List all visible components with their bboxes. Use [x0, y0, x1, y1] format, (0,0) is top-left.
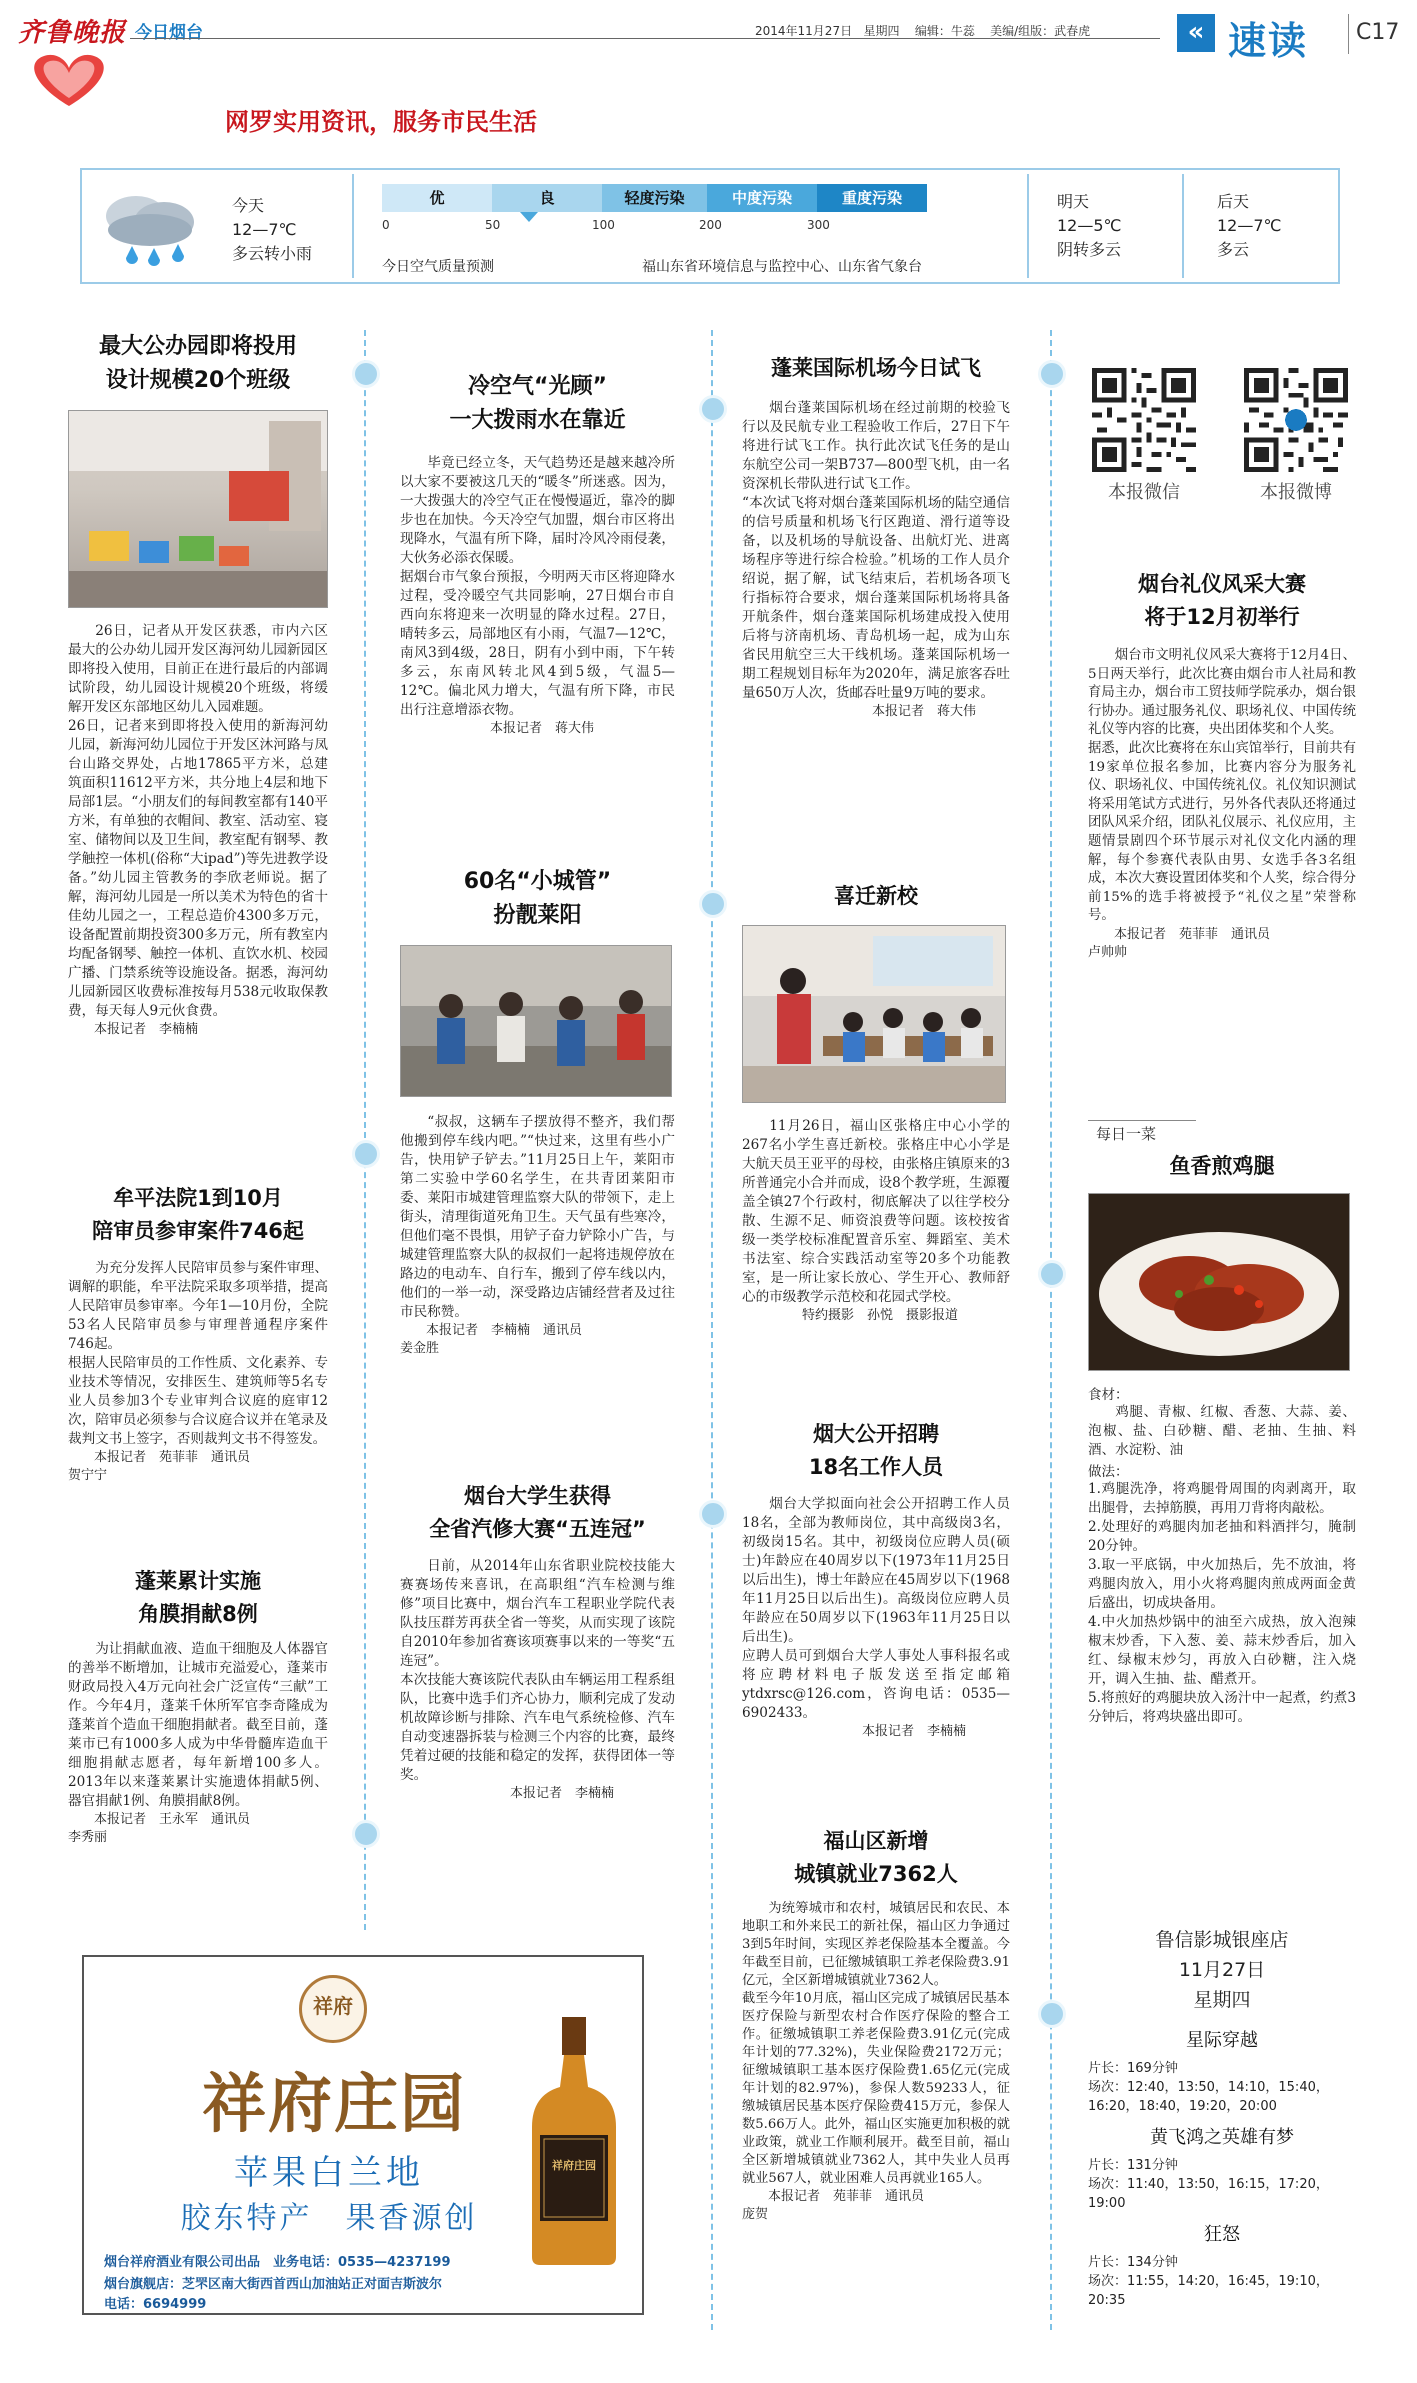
article-body: 11月26日，福山区张格庄中心小学的267名小学生喜迁新校。张格庄中心小学是大航天员王亚平的母校，由张格庄镇原来的3所普通完小合并而成，设8个教学班，生源覆盖全镇27个行政村，彻底解决了以往学校分散、生源不足、师资浪费等问题。该校按省级一类学校标准配置音乐室、舞蹈室、美术书法室、综合实践活动室等20多个功能教室，是一所让家长放心、学生开心、教师舒心的市级教学示范校和花园式学校。: [742, 1117, 1010, 1305]
weather-bar: [80, 168, 1340, 284]
aq-tick-200: 200: [699, 218, 722, 232]
headline-line1: 最大公办园即将投用: [98, 334, 297, 359]
aq-forecast-label: 今日空气质量预测: [382, 259, 494, 275]
editor: 编辑：牛蕊: [914, 24, 975, 38]
air-quality-scale: [382, 184, 982, 244]
recipe-title: 鱼香煎鸡腿: [1169, 1154, 1275, 1178]
aq-level-light: 轻度污染: [602, 184, 707, 212]
article-body: 为充分发挥人民陪审员参与案件审理、调解的职能，牟平法院采取多项举措，提高人民陪审员参审率。今年1—10月份，全院53名人民陪审员参与审理普通程序案件746起。 根据人民陪审员的工作性质、文化素养、专业技术等情况，安排医生、建筑师等5名专业人员参加3个专业审判合议庭的庭审12次，陪审员必须参与合议庭合议并在笔录及裁判文书上签字，否则裁判文书不得签发。: [68, 1260, 328, 1448]
headline-line1: 牟平法院1到10月: [113, 1186, 283, 1210]
column-dot: [352, 1140, 380, 1168]
article-body: 为让捐献血液、造血干细胞及人体器官的善举不断增加，让城市充溢爱心，蓬莱市财政局投入4万元向社会广泛宣传“三献”工作。今年4月，蓬莱千休所军官李奇隆成为蓬莱首个造血干细胞捐献者。截至目前，蓬莱市已有1000多人成为中华骨髓库造血干细胞捐献志愿者，每年新增100多人。2013年以来蓬莱累计实施遗体捐献5例、器官捐献1例、角膜捐献8例。: [68, 1641, 328, 1810]
column-dot: [352, 360, 380, 388]
tomorrow-temp: 12—5℃: [1057, 216, 1122, 235]
article-school: [742, 880, 1010, 1325]
brand-seal: [299, 1975, 367, 2043]
aq-level-good: 良: [492, 184, 602, 212]
aq-tick-300: 300: [807, 218, 830, 232]
recipe-tag: 每日一菜: [1088, 1120, 1196, 1144]
bottle: [524, 2017, 624, 2267]
column-dot: [1038, 360, 1066, 388]
article-title: [68, 1182, 328, 1247]
movie-times: 场次：12:40，13:50，14:10，15:40，16:20，18:40，19:20，20:00: [1088, 2079, 1329, 2114]
byline: 本报记者 李楠楠: [510, 1786, 615, 1802]
headline-line1: 烟台大学生获得: [464, 1484, 611, 1508]
today-desc: 多云转小雨: [232, 244, 313, 263]
aq-level-heavy: 重度污染: [817, 184, 927, 212]
byline: 本报记者 李楠楠: [94, 1022, 199, 1038]
aq-tick-100: 100: [592, 218, 615, 232]
article-title: [1088, 568, 1356, 633]
today-label: 今天: [232, 196, 265, 215]
movie-length: 片长：134分钟: [1088, 2254, 1178, 2270]
cinema-date: 11月27日: [1178, 1959, 1266, 1981]
aq-source: 福山东省环境信息与监控中心、山东省气象台: [642, 259, 922, 275]
street-cleaning-photo: [400, 945, 672, 1097]
movie-times: 场次：11:40，13:50，16:15，17:20，19:00: [1088, 2176, 1329, 2211]
column-dot: [1038, 2000, 1066, 2028]
column-dot: [699, 890, 727, 918]
column-dot: [699, 395, 727, 423]
column-title: 速读: [1228, 19, 1309, 63]
article-fushan: [742, 1825, 1010, 2224]
masthead: [0, 0, 1417, 136]
qr-code-icon: [1092, 368, 1196, 472]
today-temp: 12—7℃: [232, 220, 297, 239]
qr-weibo[interactable]: [1240, 368, 1352, 504]
article-etiquette: [1088, 568, 1356, 962]
qr-label: 本报微博: [1260, 482, 1332, 503]
article-park: [68, 330, 328, 1039]
byline: 本报记者 王永军 通讯员 李秀丽: [68, 1812, 251, 1846]
weather-divider: [352, 174, 354, 278]
column-dot: [699, 1500, 727, 1528]
article-cold: [400, 370, 675, 738]
classroom-photo: [742, 925, 1006, 1103]
issue-date: 2014年11月27日: [755, 24, 853, 38]
brandy-ad[interactable]: [82, 1955, 644, 2315]
article-body: 烟台市文明礼仪风采大赛将于12月4日、5日两天举行，此次比赛由烟台市人社局和教育局主办，烟台市工贸技师学院承办，烟台银行协办。通过服务礼仪、职场礼仪、中国传统礼仪等内容的比赛，央出团体奖和个人奖。 据悉，此次比赛将在东山宾馆举行，目前共有19家单位报名参加，比赛内容分为服务礼仪、职场礼仪、中国传统礼仪。礼仪知识测试将采用笔试方式进行，另外各代表队还将通过团队风采介绍，团队礼仪展示、礼仪应用，主题情景剧四个环节展示对礼仪文化内涵的理解，每个参赛代表队由男、女选手各3名组成，本次大赛设置团体奖和个人奖，综合得分前15%的选手将被授予“礼仪之星”荣誉称号。: [1088, 648, 1356, 924]
after-temp: 12—7℃: [1217, 216, 1282, 235]
headline-line1: 蓬莱累计实施: [135, 1569, 261, 1593]
article-title: [400, 1480, 675, 1545]
after-label: 后天: [1217, 192, 1250, 211]
article-body: 日前，从2014年山东省职业院校技能大赛赛场传来喜讯，在高职组“汽车检测与维修”项目比赛中，烟台汽车工程职业学院代表队技压群芳再获全省一等奖，从而实现了该院自2010年参加省赛该项赛事以来的一等奖“五连冠”。 本次技能大赛该院代表队由车辆运用工程系组队，比赛中选手们齐心协力，顺利完成了发动机故障诊断与排除、汽车电气系统检修、汽车自动变速器拆装与检测三个内容的比赛，最终凭着过硬的技能和稳定的发挥，获得团体一等奖。: [400, 1558, 675, 1784]
byline: 本报记者 苑菲菲 通讯员 卢帅帅: [1088, 927, 1271, 960]
cinema-listing: [1088, 1925, 1356, 2310]
headline-line2: 角膜捐献8例: [138, 1601, 258, 1626]
brand-seal-text: 祥府: [313, 1994, 353, 2018]
movie-item: [1088, 2027, 1356, 2116]
qr-wechat[interactable]: [1088, 368, 1200, 504]
weather-divider: [1182, 174, 1184, 278]
aq-tick-50: 50: [485, 218, 501, 232]
column-divider: [1348, 14, 1349, 54]
issue-weekday: 星期四: [863, 24, 900, 38]
ingredients: 鸡腿、青椒、红椒、香葱、大蒜、姜、泡椒、盐、白砂糖、醋、老抽、生抽、料酒、水淀粉、油: [1088, 1403, 1356, 1458]
headline-line2: 一大拨雨水在靠近: [449, 408, 626, 434]
designer: 美编/组版：武春虎: [990, 24, 1091, 38]
article-title: [400, 370, 675, 438]
headline-line1: 烟台礼仪风采大赛: [1138, 572, 1306, 596]
tomorrow-label: 明天: [1057, 192, 1090, 211]
after-desc: 多云: [1217, 240, 1250, 259]
brand-name: 祥府庄园: [202, 2067, 466, 2142]
cloud-rain-icon: [92, 184, 212, 274]
movie-title: 星际穿越: [1186, 2030, 1258, 2051]
aq-level-excellent: 优: [382, 184, 492, 212]
movie-times: 场次：11:55，14:20，16:45，19:10，20:35: [1088, 2273, 1329, 2308]
article-title: 蓬莱国际机场今日试飞: [771, 356, 981, 380]
headline-line2: 城镇就业7362人: [794, 1861, 958, 1886]
article-body: 毕竟已经立冬，天气趋势还是越来越冷所以大家不要被这几天的“暖冬”所迷惑。因为，一大拨强大的冷空气正在慢慢逼近，靠冷的脚步也在加快。今天冷空气加盟，烟台市区将出现降水，气温有所下降，届时冷风冷雨侵袭，大伙务必添衣保暖。 据烟台市气象台预报，今明两天市区将迎降水过程，受冷暖空气共同影响，27日烟台市自西向东将迎来一次明显的降水过程。27日，晴转多云，局部地区有小雨，气温7—12℃，南风3到4级，28日，阴有小到中雨，下午转多云，东南风转北风4到5级，气温5—12℃。偏北风力增大，气温有所下降，市民出行注意增添衣物。: [400, 455, 675, 719]
article-title: [742, 1418, 1010, 1483]
byline: 本报记者 蒋大伟: [490, 721, 595, 737]
headline-line2: 陪审员参审案件746起: [92, 1218, 304, 1243]
aq-level-moderate: 中度污染: [707, 184, 817, 212]
cinema-weekday: 星期四: [1193, 1989, 1251, 2011]
qr-label: 本报微信: [1108, 482, 1180, 503]
headline-line2: 扮靓莱阳: [493, 903, 582, 929]
column-rule: [711, 330, 713, 2330]
column-dot: [1038, 1260, 1066, 1288]
kindergarten-photo: [68, 410, 328, 608]
headline-line1: 烟大公开招聘: [813, 1422, 939, 1446]
recipe: [1088, 1120, 1356, 1727]
headline-line2: 18名工作人员: [808, 1454, 944, 1479]
ad-slogan: 胶东特产 果香源创: [180, 2201, 478, 2236]
byline: 本报记者 苑菲菲 通讯员 贺宁宁: [68, 1450, 251, 1484]
slogan: 网罗实用资讯，服务市民生活: [225, 108, 537, 136]
phone-line: 电话：6694999: [104, 2297, 207, 2312]
article-body: 烟台大学拟面向社会公开招聘工作人员18名，全部为教师岗位，其中高级岗3名，初级岗15名。其中，初级岗位应聘人员(硕士)年龄应在40周岁以下(1973年11月25日以后出生)，博士年龄应在45周岁以下(1968年11月25日以后出生)。高级岗位应聘人员年龄应在50周岁以下(1963年11月25日以后出生)。 应聘人员可到烟台大学人事处人事科报名或将应聘材料电子版发送至指定邮箱ytdxrsc@126.com，咨询电话：0535—6902433。: [742, 1496, 1010, 1722]
headline-line1: 60名“小城管”: [463, 869, 612, 894]
byline: 本报记者 李楠楠 通讯员 姜金胜: [400, 1323, 583, 1357]
product-name: 苹果白兰地: [234, 2153, 424, 2193]
movie-length: 片长：169分钟: [1088, 2060, 1178, 2076]
article-title: [68, 330, 328, 398]
article-blood: [68, 1565, 328, 1847]
section-name: 今日烟台: [135, 23, 203, 43]
movie-item: [1088, 2221, 1356, 2310]
article-body: 为统筹城市和农村，城镇居民和农民、本地职工和外来民工的新社保，福山区力争通过3到5年时间，实现区养老保险基本全覆盖。今年截至目前，已征缴城镇职工养老保险费3.91亿元，全区新增城镇就业7362人。 截至今年10月底，福山区完成了城镇居民基本医疗保险与新型农村合作医疗保险的整合工作。征缴城镇职工养老保险费3.91亿元(完成年计划的77.32%)，失业保险费2172万元；征缴城镇职工基本医疗保险费1.65亿元(完成年计划的82.97%)，参保人数59233人，征缴城镇居民基本医疗保险费415万元，参保人数5.66万人。此外，福山区实施更加积极的就业政策，就业工作顺利展开。截至目前，福山全区新增城镇就业7362人，其中失业人员再就业567人，就业困难人员再就业165人。: [742, 1901, 1010, 2187]
method-label: 做法：: [1088, 1463, 1129, 1480]
recipe-steps: 1.鸡腿洗净，将鸡腿骨周围的肉剥离开，取出腿骨，去掉筋膜，再用刀背将肉敲松。 2.处理好的鸡腿肉加老抽和料酒拌匀，腌制20分钟。 3.取一平底锅，中火加热后，先不放油，将鸡腿肉放入，用小火将鸡腿肉煎成两面金黄后盛出，切成块备用。 4.中火加热炒锅中的油至六成热，放入泡辣椒末炒香，下入葱、姜、蒜末炒香后，加入红、绿椒末炒匀，再放入白砂糖，注入烧开，调入生抽、盐、醋煮开。 5.将煎好的鸡腿块放入汤汁中一起煮，约煮3分钟后，将鸡块盛出即可。: [1088, 1480, 1356, 1725]
article-jobs: [742, 1418, 1010, 1741]
ingredients-label: 食材：: [1088, 1386, 1129, 1403]
headline-line2: 将于12月初举行: [1144, 604, 1300, 629]
headline-line2: 全省汽修大赛“五连冠”: [429, 1516, 646, 1541]
article-airport: [742, 352, 1010, 721]
page-number: C17: [1356, 20, 1400, 45]
column-rule: [1050, 330, 1052, 2330]
byline: 本报记者 苑菲菲 通讯员 庞贺: [742, 2189, 925, 2223]
article-title: [742, 1825, 1010, 1890]
weather-divider: [1027, 174, 1029, 278]
article-title: [68, 1565, 328, 1630]
article-ytu: [400, 1480, 675, 1803]
article-body: 烟台蓬莱国际机场在经过前期的校验飞行以及民航专业工程验收工作后，27日下午将进行试飞工作。执行此次试飞任务的是山东航空公司一架B737—800型飞机，由一名资深机长带队进行试飞工作。 “本次试飞将对烟台蓬莱国际机场的陆空通信的信号质量和机场飞行区跑道、滑行道等设备，以及机场的导航设备、出航灯光、进离场程序等进行综合检验。”机场的工作人员介绍说，据了解，试飞结束后，若机场各项飞行指标符合要求，烟台蓬莱国际机场将具备开航条件，烟台蓬莱国际机场建成投入使用后将与济南机场、青岛机场一起，成为山东省民用航空三大干线机场。蓬莱国际机场一期工程规划目标年为2020年，满足旅客吞吐量650万人次，货邮吞吐量9万吨的要求。: [742, 399, 1010, 701]
byline: 特约摄影 孙悦 摄影报道: [802, 1307, 959, 1323]
article-city: [400, 865, 675, 1358]
paper-logo: 齐鲁晚报: [18, 18, 127, 48]
byline: 本报记者 蒋大伟: [872, 703, 977, 719]
byline: 本报记者 李楠楠: [862, 1724, 967, 1740]
aq-pointer: [520, 212, 538, 222]
dish-photo: [1088, 1193, 1350, 1371]
column-rule: [364, 330, 366, 1930]
headline-line2: 设计规模20个班级: [105, 368, 291, 394]
cinema-name: 鲁信影城银座店: [1155, 1929, 1289, 1951]
company-line: 烟台祥府酒业有限公司出品 业务电话：0535—4237199: [104, 2255, 451, 2270]
article-court: [68, 1182, 328, 1485]
article-title: 喜迁新校: [834, 884, 918, 908]
movie-item: [1088, 2124, 1356, 2213]
heart-logo: [22, 48, 117, 110]
article-title: [400, 865, 675, 933]
qr-code-icon: [1244, 368, 1348, 472]
store-line: 烟台旗舰店：芝罘区南大街西首西山加油站正对面吉斯波尔: [104, 2277, 443, 2292]
aq-tick-0: 0: [382, 218, 390, 232]
article-body: 26日，记者从开发区获悉，市内六区最大的公办幼儿园开发区海河幼儿园新园区即将投入使用，目前正在进行最后的内部调试阶段，幼儿园设计规模20个班级，将缓解开发区东部地区幼儿入园难题。 26日，记者来到即将投入使用的新海河幼儿园，新海河幼儿园位于开发区沐河路与凤台山路交界处，占地17865平方米，总建筑面积11612平方米，共分地上4层和地下局部1层。“小朋友们的每间教室都有140平方米，有单独的衣帽间、教室、活动室、寝室、储物间以及卫生间，教室配有钢琴、教学触控一体机(俗称“大ipad”)等先进教学设备。”幼儿园主管教务的李欣老师说。据了解，海河幼儿园是一所以美术为特色的省十佳幼儿园之一，工程总造价4300多万元，设备配置前期投资300多万元，所有教室内均配备钢琴、触控一体机、直饮水机、校园广播、门禁系统等设施设备。据悉，海河幼儿园新园区收费标准按每月538元收取保教费，每天每人9元伙食费。: [68, 623, 328, 1020]
movie-length: 片长：131分钟: [1088, 2157, 1178, 2173]
bottle-label: 祥府庄园: [552, 2159, 596, 2172]
headline-line1: 福山区新增: [823, 1829, 929, 1853]
movie-title: 黄飞鸿之英雄有梦: [1150, 2126, 1294, 2148]
tomorrow-desc: 阴转多云: [1057, 240, 1122, 259]
column-dot: [352, 1820, 380, 1848]
movie-title: 狂怒: [1204, 2223, 1240, 2245]
headline-line1: 冷空气“光顾”: [468, 374, 607, 399]
article-body: “叔叔，这辆车子摆放得不整齐，我们帮他搬到停车线内吧。”“快过来，这里有些小广告，快用铲子铲去。”11月25日上午，莱阳市第二实验中学60名学生，在共青团莱阳市委、莱阳市城建管理监察大队的带领下，走上街头，清理街道死角卫生。天气虽有些寒冷，但他们毫不畏惧，用铲子奋力铲除小广告，与城建管理监察大队的叔叔们一起将违规停放在路边的电动车、自行车，搬到了停车线以内，他们的一举一动，深受路边店铺经营者及过往市民称赞。: [400, 1114, 675, 1321]
column-icon: «: [1177, 14, 1215, 52]
